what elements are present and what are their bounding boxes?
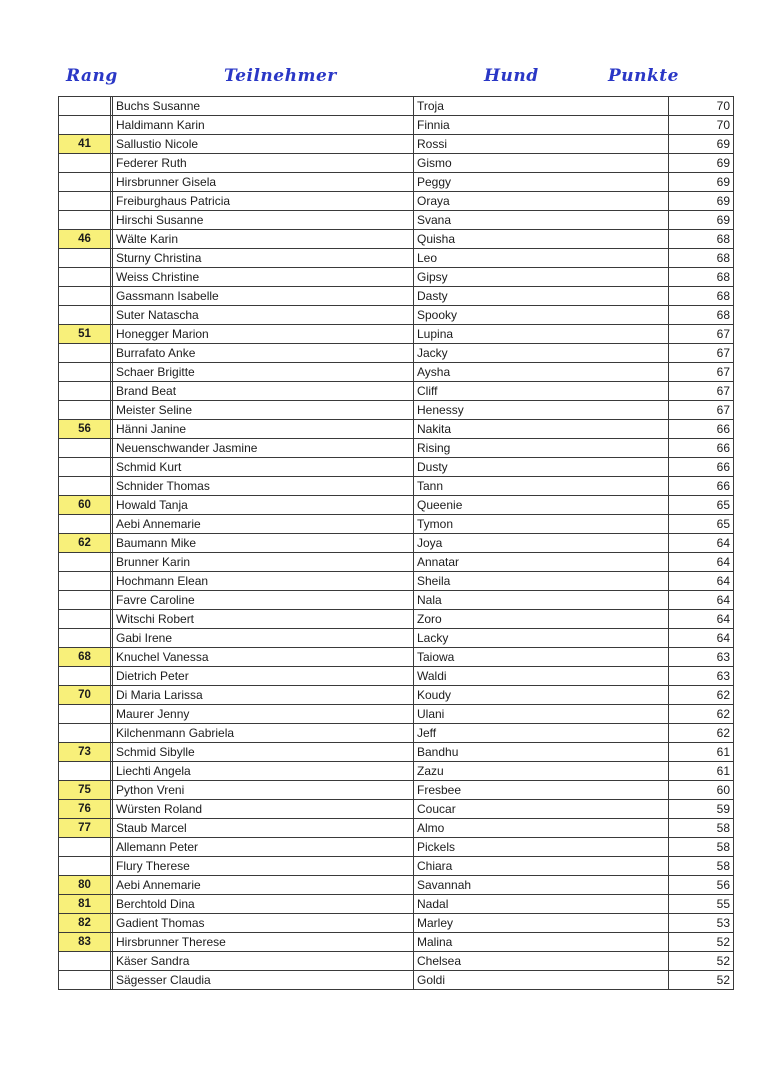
rank-cell: 77 xyxy=(59,819,111,838)
rank-cell xyxy=(59,952,111,971)
points-cell: 66 xyxy=(669,477,734,496)
points-cell: 52 xyxy=(669,971,734,990)
participant-cell: Maurer Jenny xyxy=(113,705,414,724)
table-row xyxy=(59,933,734,952)
points-cell: 68 xyxy=(669,268,734,287)
points-cell: 63 xyxy=(669,648,734,667)
dog-cell: Queenie xyxy=(414,496,669,515)
points-cell: 65 xyxy=(669,515,734,534)
participant-cell: Buchs Susanne xyxy=(113,97,414,116)
table-row xyxy=(59,800,734,819)
rank-cell xyxy=(59,610,111,629)
dog-cell: Zoro xyxy=(414,610,669,629)
table-row xyxy=(59,496,734,515)
dog-cell: Coucar xyxy=(414,800,669,819)
participant-cell: Würsten Roland xyxy=(113,800,414,819)
rank-cell xyxy=(59,382,111,401)
table-row xyxy=(59,534,734,553)
table-row xyxy=(59,154,734,173)
dog-cell: Dasty xyxy=(414,287,669,306)
points-cell: 67 xyxy=(669,325,734,344)
points-cell: 66 xyxy=(669,439,734,458)
participant-cell: Staub Marcel xyxy=(113,819,414,838)
points-cell: 67 xyxy=(669,382,734,401)
points-cell: 70 xyxy=(669,116,734,135)
points-cell: 64 xyxy=(669,610,734,629)
participant-cell: Burrafato Anke xyxy=(113,344,414,363)
points-cell: 60 xyxy=(669,781,734,800)
rank-cell: 82 xyxy=(59,914,111,933)
participant-cell: Gadient Thomas xyxy=(113,914,414,933)
participant-cell: Gabi Irene xyxy=(113,629,414,648)
points-cell: 67 xyxy=(669,344,734,363)
points-cell: 64 xyxy=(669,629,734,648)
points-cell: 59 xyxy=(669,800,734,819)
rank-cell xyxy=(59,971,111,990)
header-rang: Rang xyxy=(66,66,118,86)
table-row xyxy=(59,838,734,857)
rank-cell xyxy=(59,249,111,268)
rank-cell: 83 xyxy=(59,933,111,952)
rank-cell xyxy=(59,211,111,230)
table-row xyxy=(59,420,734,439)
rank-cell xyxy=(59,439,111,458)
rank-cell xyxy=(59,401,111,420)
points-cell: 58 xyxy=(669,819,734,838)
participant-cell: Schnider Thomas xyxy=(113,477,414,496)
participant-cell: Howald Tanja xyxy=(113,496,414,515)
table-row xyxy=(59,192,734,211)
table-row xyxy=(59,819,734,838)
points-cell: 69 xyxy=(669,173,734,192)
dog-cell: Dusty xyxy=(414,458,669,477)
table-row xyxy=(59,648,734,667)
table-row xyxy=(59,686,734,705)
dog-cell: Ulani xyxy=(414,705,669,724)
participant-cell: Wälte Karin xyxy=(113,230,414,249)
dog-cell: Cliff xyxy=(414,382,669,401)
dog-cell: Malina xyxy=(414,933,669,952)
rank-cell xyxy=(59,344,111,363)
participant-cell: Witschi Robert xyxy=(113,610,414,629)
points-cell: 62 xyxy=(669,724,734,743)
dog-cell: Jeff xyxy=(414,724,669,743)
rank-cell: 62 xyxy=(59,534,111,553)
rank-cell: 80 xyxy=(59,876,111,895)
participant-cell: Sägesser Claudia xyxy=(113,971,414,990)
participant-cell: Brunner Karin xyxy=(113,553,414,572)
dog-cell: Jacky xyxy=(414,344,669,363)
rank-cell: 76 xyxy=(59,800,111,819)
table-row xyxy=(59,724,734,743)
points-cell: 69 xyxy=(669,192,734,211)
dog-cell: Joya xyxy=(414,534,669,553)
rank-cell xyxy=(59,629,111,648)
rank-cell: 51 xyxy=(59,325,111,344)
rank-cell xyxy=(59,477,111,496)
participant-cell: Dietrich Peter xyxy=(113,667,414,686)
participant-cell: Baumann Mike xyxy=(113,534,414,553)
points-cell: 64 xyxy=(669,534,734,553)
dog-cell: Taiowa xyxy=(414,648,669,667)
dog-cell: Lacky xyxy=(414,629,669,648)
participant-cell: Di Maria Larissa xyxy=(113,686,414,705)
rank-cell: 70 xyxy=(59,686,111,705)
dog-cell: Troja xyxy=(414,97,669,116)
participant-cell: Knuchel Vanessa xyxy=(113,648,414,667)
participant-cell: Hirsbrunner Gisela xyxy=(113,173,414,192)
rank-cell: 75 xyxy=(59,781,111,800)
table-row xyxy=(59,952,734,971)
table-row xyxy=(59,306,734,325)
points-cell: 68 xyxy=(669,287,734,306)
rank-cell xyxy=(59,173,111,192)
points-cell: 64 xyxy=(669,553,734,572)
table-row xyxy=(59,610,734,629)
header-hund: Hund xyxy=(484,66,539,86)
points-cell: 52 xyxy=(669,933,734,952)
points-cell: 69 xyxy=(669,135,734,154)
rank-cell xyxy=(59,363,111,382)
rank-cell: 73 xyxy=(59,743,111,762)
table-row xyxy=(59,97,734,116)
table-row xyxy=(59,116,734,135)
participant-cell: Neuenschwander Jasmine xyxy=(113,439,414,458)
participant-cell: Suter Natascha xyxy=(113,306,414,325)
dog-cell: Quisha xyxy=(414,230,669,249)
rank-cell xyxy=(59,515,111,534)
table-row xyxy=(59,667,734,686)
points-cell: 53 xyxy=(669,914,734,933)
points-cell: 69 xyxy=(669,154,734,173)
participant-cell: Käser Sandra xyxy=(113,952,414,971)
rank-cell xyxy=(59,705,111,724)
rank-cell xyxy=(59,553,111,572)
table-row xyxy=(59,477,734,496)
dog-cell: Savannah xyxy=(414,876,669,895)
points-cell: 67 xyxy=(669,401,734,420)
points-cell: 55 xyxy=(669,895,734,914)
dog-cell: Rising xyxy=(414,439,669,458)
table-row xyxy=(59,762,734,781)
participant-cell: Federer Ruth xyxy=(113,154,414,173)
rank-cell xyxy=(59,591,111,610)
results-table xyxy=(58,96,734,990)
participant-cell: Hochmann Elean xyxy=(113,572,414,591)
participant-cell: Schaer Brigitte xyxy=(113,363,414,382)
rank-cell xyxy=(59,154,111,173)
table-row xyxy=(59,268,734,287)
points-cell: 70 xyxy=(669,97,734,116)
dog-cell: Leo xyxy=(414,249,669,268)
rank-cell: 41 xyxy=(59,135,111,154)
participant-cell: Hirsbrunner Therese xyxy=(113,933,414,952)
results-table-body xyxy=(59,97,734,990)
rank-cell xyxy=(59,572,111,591)
points-cell: 62 xyxy=(669,686,734,705)
participant-cell: Python Vreni xyxy=(113,781,414,800)
rank-cell xyxy=(59,857,111,876)
points-cell: 63 xyxy=(669,667,734,686)
table-row xyxy=(59,895,734,914)
table-row xyxy=(59,572,734,591)
dog-cell: Lupina xyxy=(414,325,669,344)
table-row xyxy=(59,325,734,344)
rank-cell: 60 xyxy=(59,496,111,515)
points-cell: 68 xyxy=(669,306,734,325)
points-cell: 64 xyxy=(669,591,734,610)
table-row xyxy=(59,743,734,762)
participant-cell: Favre Caroline xyxy=(113,591,414,610)
points-cell: 66 xyxy=(669,420,734,439)
dog-cell: Gipsy xyxy=(414,268,669,287)
table-row xyxy=(59,553,734,572)
dog-cell: Oraya xyxy=(414,192,669,211)
participant-cell: Haldimann Karin xyxy=(113,116,414,135)
points-cell: 61 xyxy=(669,743,734,762)
header-teilnehmer: Teilnehmer xyxy=(224,66,337,86)
points-cell: 67 xyxy=(669,363,734,382)
rank-cell xyxy=(59,306,111,325)
dog-cell: Annatar xyxy=(414,553,669,572)
dog-cell: Nadal xyxy=(414,895,669,914)
participant-cell: Weiss Christine xyxy=(113,268,414,287)
table-row xyxy=(59,287,734,306)
rank-cell xyxy=(59,762,111,781)
table-row xyxy=(59,515,734,534)
participant-cell: Meister Seline xyxy=(113,401,414,420)
rank-cell xyxy=(59,458,111,477)
table-row xyxy=(59,629,734,648)
participant-cell: Freiburghaus Patricia xyxy=(113,192,414,211)
table-row xyxy=(59,363,734,382)
participant-cell: Berchtold Dina xyxy=(113,895,414,914)
dog-cell: Nala xyxy=(414,591,669,610)
rank-cell xyxy=(59,287,111,306)
table-row xyxy=(59,344,734,363)
participant-cell: Brand Beat xyxy=(113,382,414,401)
table-row xyxy=(59,914,734,933)
header-punkte: Punkte xyxy=(608,66,679,86)
dog-cell: Sheila xyxy=(414,572,669,591)
dog-cell: Koudy xyxy=(414,686,669,705)
participant-cell: Schmid Sibylle xyxy=(113,743,414,762)
dog-cell: Tymon xyxy=(414,515,669,534)
participant-cell: Honegger Marion xyxy=(113,325,414,344)
rank-cell xyxy=(59,268,111,287)
dog-cell: Nakita xyxy=(414,420,669,439)
table-row xyxy=(59,401,734,420)
rank-cell: 56 xyxy=(59,420,111,439)
dog-cell: Marley xyxy=(414,914,669,933)
dog-cell: Spooky xyxy=(414,306,669,325)
participant-cell: Kilchenmann Gabriela xyxy=(113,724,414,743)
points-cell: 62 xyxy=(669,705,734,724)
table-row xyxy=(59,971,734,990)
dog-cell: Peggy xyxy=(414,173,669,192)
table-row xyxy=(59,439,734,458)
dog-cell: Almo xyxy=(414,819,669,838)
participant-cell: Schmid Kurt xyxy=(113,458,414,477)
dog-cell: Chiara xyxy=(414,857,669,876)
rank-cell: 68 xyxy=(59,648,111,667)
points-cell: 58 xyxy=(669,838,734,857)
dog-cell: Svana xyxy=(414,211,669,230)
participant-cell: Aebi Annemarie xyxy=(113,876,414,895)
participant-cell: Liechti Angela xyxy=(113,762,414,781)
points-cell: 64 xyxy=(669,572,734,591)
rank-cell: 81 xyxy=(59,895,111,914)
points-cell: 69 xyxy=(669,211,734,230)
participant-cell: Flury Therese xyxy=(113,857,414,876)
participant-cell: Sturny Christina xyxy=(113,249,414,268)
table-row xyxy=(59,876,734,895)
dog-cell: Chelsea xyxy=(414,952,669,971)
table-row xyxy=(59,382,734,401)
table-row xyxy=(59,458,734,477)
rank-cell xyxy=(59,192,111,211)
points-cell: 65 xyxy=(669,496,734,515)
rank-cell xyxy=(59,724,111,743)
participant-cell: Aebi Annemarie xyxy=(113,515,414,534)
table-row xyxy=(59,249,734,268)
dog-cell: Finnia xyxy=(414,116,669,135)
rank-cell xyxy=(59,667,111,686)
table-row xyxy=(59,135,734,154)
table-row xyxy=(59,781,734,800)
dog-cell: Tann xyxy=(414,477,669,496)
rank-cell xyxy=(59,838,111,857)
dog-cell: Fresbee xyxy=(414,781,669,800)
dog-cell: Gismo xyxy=(414,154,669,173)
points-cell: 68 xyxy=(669,249,734,268)
points-cell: 66 xyxy=(669,458,734,477)
table-row xyxy=(59,173,734,192)
dog-cell: Rossi xyxy=(414,135,669,154)
dog-cell: Goldi xyxy=(414,971,669,990)
participant-cell: Hänni Janine xyxy=(113,420,414,439)
table-row xyxy=(59,705,734,724)
points-cell: 58 xyxy=(669,857,734,876)
participant-cell: Gassmann Isabelle xyxy=(113,287,414,306)
dog-cell: Zazu xyxy=(414,762,669,781)
participant-cell: Sallustio Nicole xyxy=(113,135,414,154)
rank-cell xyxy=(59,97,111,116)
dog-cell: Henessy xyxy=(414,401,669,420)
dog-cell: Pickels xyxy=(414,838,669,857)
points-cell: 61 xyxy=(669,762,734,781)
dog-cell: Aysha xyxy=(414,363,669,382)
participant-cell: Allemann Peter xyxy=(113,838,414,857)
participant-cell: Hirschi Susanne xyxy=(113,211,414,230)
table-row xyxy=(59,230,734,249)
points-cell: 56 xyxy=(669,876,734,895)
rank-cell xyxy=(59,116,111,135)
dog-cell: Waldi xyxy=(414,667,669,686)
table-row xyxy=(59,211,734,230)
dog-cell: Bandhu xyxy=(414,743,669,762)
table-row xyxy=(59,857,734,876)
points-cell: 52 xyxy=(669,952,734,971)
table-row xyxy=(59,591,734,610)
rank-cell: 46 xyxy=(59,230,111,249)
points-cell: 68 xyxy=(669,230,734,249)
